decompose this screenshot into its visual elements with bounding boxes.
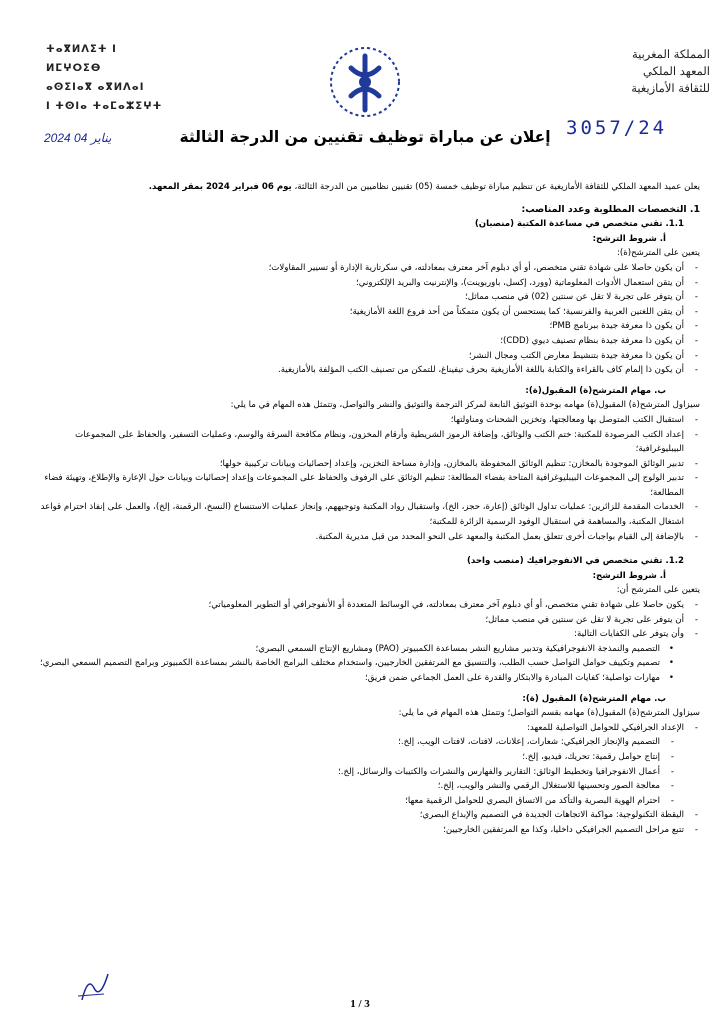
conditions-list bbox=[40, 261, 700, 378]
list-item: • تصميم وتكييف حوامل التواصل حسب الطلب، والتنسيق مع المرتفقين الخارجيين، واستخدام مختلف البرامج الخاصة بالنشر بمساعدة الكمبيوتر وبرامج التصميم السمعي البصري؛ bbox=[40, 656, 700, 671]
list-item: - وأن يتوفر على الكفايات التالية: bbox=[40, 627, 700, 642]
section-1-heading: 1. التخصصات المطلوبة وعدد المناصب: bbox=[521, 203, 700, 215]
list-item: - يكون حاصلا على شهادة تقني متخصص، أو أي دبلوم آخر معترف بمعادلته، في الوسائط المتعددة أو الأنفوجرافي أو التطوير المعلومياتي؛ bbox=[40, 598, 700, 613]
list-item: - أن يتوفر على تجربة لا تقل عن سنتين في منصب مماثل؛ bbox=[40, 613, 700, 628]
conditions-list bbox=[40, 598, 700, 686]
subsection-1-1-heading: 1.1. تقني متخصص في مساعدة المكتبة (منصبان) bbox=[474, 219, 684, 230]
tifinagh-line-3: ⵏ ⵜⵙⵏⴰ ⵜⴰⵎⴰⵣⵉⵖⵜ bbox=[46, 101, 163, 112]
tasks-lead: سيزاول المترشح(ة) المقبول(ة) مهامه بقسم التواصل؛ وتتمثل هذه المهام في ما يلي: bbox=[398, 708, 700, 719]
list-item: - أن يتقن استعمال الأدوات المعلوماتية (وورد، إكسل، باوربوينت)، والإنترنيت والبريد الإلكتروني؛ bbox=[40, 276, 700, 291]
header-line-3: للثقافة الأمازيغية bbox=[631, 81, 710, 95]
list-item: - أن يتقن اللغتين العربية والفرنسية؛ كما يستحسن أن يكون متمكناً من أحد فروع اللغة الأمازيغية؛ bbox=[40, 305, 700, 320]
page-title: إعلان عن مباراة توظيف تقنيين من الدرجة الثالثة bbox=[179, 128, 551, 146]
page-number: 1 / 3 bbox=[350, 998, 370, 1010]
subsection-1-2-heading: 1.2. تقني متخصص في الانفوجرافيك (منصب واحد) bbox=[466, 556, 684, 567]
tasks-heading: ب. مهام المترشح(ة) المقبول (ة): bbox=[522, 693, 666, 704]
list-item: - أعمال الانفوجرافيا وتخطيط الوثائق: التقارير والفهارس والنشرات والكتيبات والرسائل، إلخ.؛ bbox=[40, 765, 700, 780]
intro-text: يعلن عميد المعهد الملكي للثقافة الأمازيغية عن تنظيم مباراة توظيف خمسة (05) تقنيين نظاميين من الدرجة الثالثة، bbox=[291, 182, 700, 192]
list-item: • مهارات تواصلية؛ كفايات المبادرة والابتكار والقدرة على العمل الجماعي ضمن فريق؛ bbox=[40, 671, 700, 686]
list-item: - التصميم والإنجاز الجرافيكي: شعارات، إعلانات، لافتات، لافتات الويب، إلخ.؛ bbox=[40, 735, 700, 750]
reference-number: 3057/24 bbox=[566, 117, 668, 139]
conditions-lead: يتعين على المترشح أن: bbox=[616, 585, 700, 596]
list-item: - استقبال الكتب المتوصل بها ومعالجتها، وتخزين الشحنات ومناولتها؛ bbox=[40, 413, 700, 428]
kingdom-header-tifinagh bbox=[46, 40, 176, 116]
ircam-logo-icon bbox=[325, 38, 405, 126]
list-item: • التصميم والنمذجة الانفوجرافيكية وتدبير مشاريع النشر بمساعدة الكمبيوتر (PAO) ومشاريع الإنتاج السمعي البصري؛ bbox=[40, 642, 700, 657]
intro-date-bold: يوم 06 فبراير 2024 بمقر المعهد. bbox=[148, 182, 292, 192]
conditions-heading: أ. شروط الترشح: bbox=[592, 233, 666, 244]
list-item: - أن يكون ذا معرفة جيدة ببرنامج PMB؛ bbox=[40, 319, 700, 334]
list-item: - تتبع مراحل التصميم الجرافيكي داخليا، وكذا مع المرتفقين الخارجيين؛ bbox=[40, 823, 700, 838]
signature-icon bbox=[74, 966, 114, 1006]
issue-date: 2024 04 يناير bbox=[44, 131, 112, 145]
tasks-heading: ب. مهام المترشح(ة) المقبول(ة): bbox=[525, 385, 666, 396]
intro-paragraph bbox=[40, 180, 700, 195]
tifinagh-line-1: ⵜⴰⴳⵍⴷⵉⵜ ⵏ ⵍⵎⵖⵔⵉⴱ bbox=[46, 44, 117, 74]
document-body bbox=[40, 180, 700, 838]
list-item: - بالإضافة إلى القيام بواجبات أخرى تتعلق بعمل المكتبة والمعهد على النحو المحدد من قبل مديرية المكتبة. bbox=[40, 530, 700, 545]
list-item: - إنتاج حوامل رقمية: تحريك، فيديو، إلخ.؛ bbox=[40, 750, 700, 765]
tasks-list bbox=[40, 721, 700, 838]
list-item: - أن يكون ذا معرفة جيدة بنظام تصنيف ديوي (CDD)؛ bbox=[40, 334, 700, 349]
conditions-heading: أ. شروط الترشح: bbox=[592, 570, 666, 581]
list-item: - احترام الهوية البصرية والتأكد من الاتساق البصري للحوامل الرقمية معها؛ bbox=[40, 794, 700, 809]
list-item: - إعداد الكتب المرصودة للمكتبة: ختم الكتب والوثائق، وإضافة الرموز الشريطية وأرقام المخزون، ونظام مكافحة السرقة والوسم، وعمليات التسفير، والحفاظ على المجموعات البيبليوغرافية؛ bbox=[40, 428, 700, 457]
header-line-2: المعهد الملكي bbox=[643, 64, 710, 78]
list-item: - الإعداد الجرافيكي للحوامل التواصلية للمعهد: bbox=[40, 721, 700, 736]
list-item: - أن يكون ذا إلمام كاف بالقراءة والكتابة باللغة الأمازيغية بحرف تيفيناغ، للتمكن من تصنيف الكتب المؤلفة بالأمازيغية. bbox=[40, 363, 700, 378]
list-item: - أن يكون ذا معرفة جيدة بتنشيط معارض الكتب ومجال النشر؛ bbox=[40, 349, 700, 364]
list-item: - تدبير الوثائق الموجودة بالمخازن: تنظيم الوثائق المحفوظة بالمخازن، وإدارة مساحة التخزين، وإعداد إحصائيات وبيانات تركيبية حولها؛ bbox=[40, 457, 700, 472]
header-line-1: المملكة المغربية bbox=[631, 47, 710, 61]
kingdom-header-arabic bbox=[600, 46, 710, 97]
tasks-lead: سيزاول المترشح(ة) المقبول(ة) مهامه بوحدة التوثيق التابعة لمركز الترجمة والتوثيق والنشر والتواصل، وتتمثل هذه المهام في ما يلي: bbox=[230, 400, 700, 411]
list-item: - معالجة الصور وتحسينها للاستغلال الرقمي والنشر والويب، إلخ.؛ bbox=[40, 779, 700, 794]
list-item: - اليقظة التكنولوجية: مواكبة الاتجاهات الجديدة في التصميم والإبداع البصري؛ bbox=[40, 808, 700, 823]
tifinagh-line-2: ⴰⵙⵉⵏⴰⴳ ⴰⴳⵍⴷⴰⵏ bbox=[46, 82, 145, 93]
list-item: - الخدمات المقدمة للزائرين: عمليات تداول الوثائق (إعارة، حجز، الخ)، واستقبال رواد المكتبة وتوجيههم، وإنجاز عمليات الاستنساخ (النسخ، الرقمنة، إلخ)، والعمل على إنفاذ احترام قواعد اشتغال المكتبة، والمساهمة في استقبال الوفود الرسمية الزائرة للمكتبة؛ bbox=[40, 500, 700, 529]
list-item: - أن يكون حاصلا على شهادة تقني متخصص، أو أي دبلوم آخر معترف بمعادلته، في سكرتارية الإدارة أو تسيير المقاولات؛ bbox=[40, 261, 700, 276]
conditions-lead: يتعين على المترشح(ة): bbox=[616, 248, 700, 259]
list-item: - تدبير الولوج إلى المجموعات البيبليوغرافية المتاحة بفضاء المطالعة: تنظيم الوثائق على الرفوف والحفاظ على المجموعات وإعداد إحصائيات وبيانات حول الإعارة والإطلاع، وتهيئة فضاء المطالعة؛ bbox=[40, 471, 700, 500]
tasks-list bbox=[40, 413, 700, 544]
list-item: - أن يتوفر على تجربة لا تقل عن سنتين (02) في منصب مماثل؛ bbox=[40, 290, 700, 305]
